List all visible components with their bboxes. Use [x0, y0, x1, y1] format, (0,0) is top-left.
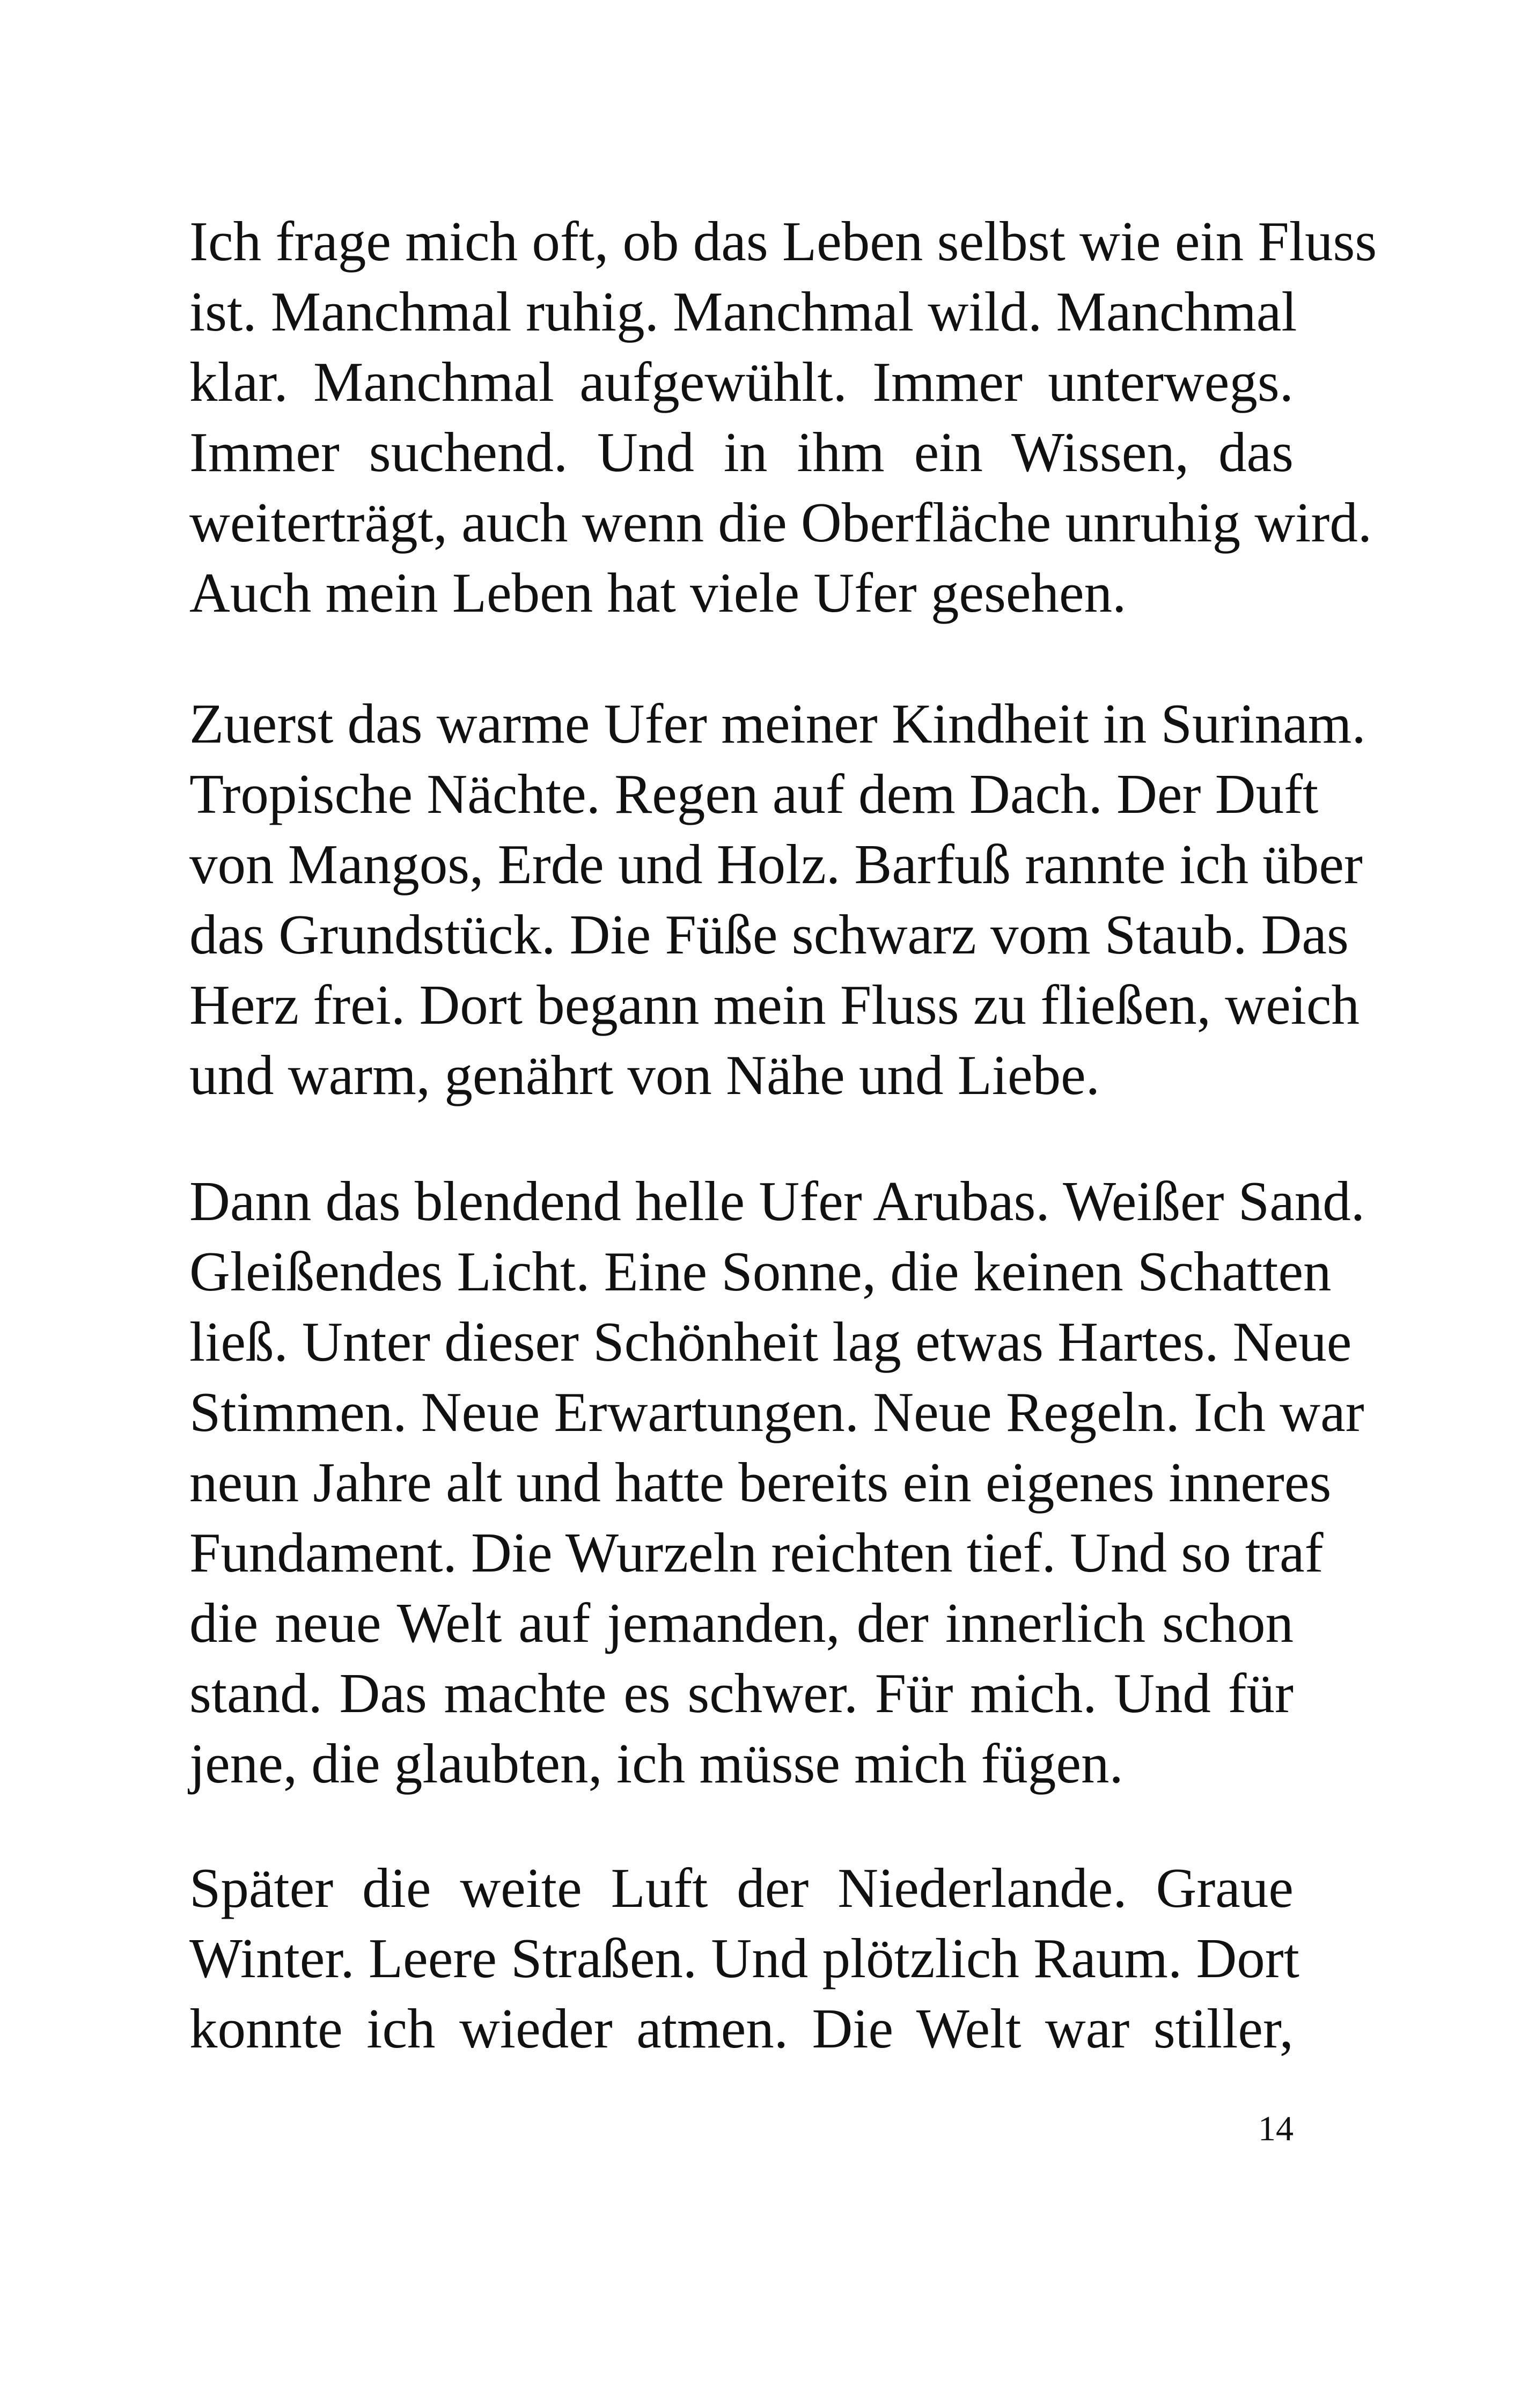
text-line: ließ. Unter dieser Schönheit lag etwas Hartes. Neue	[189, 1310, 1352, 1373]
text-line: ist. Manchmal ruhig. Manchmal wild. Manchmal	[189, 280, 1297, 343]
text-line: Ich frage mich oft, ob das Leben selbst wie ein Fluss	[189, 210, 1377, 273]
paragraph-4	[189, 1853, 1299, 2064]
text-line: Stimmen. Neue Erwartungen. Neue Regeln. Ich war	[189, 1381, 1364, 1443]
text-line: Auch mein Leben hat viele Ufer gesehen.	[189, 561, 1127, 624]
text-line: konnte ich wieder atmen. Die Welt war stiller,	[189, 1997, 1294, 2060]
text-line: Immer suchend. Und in ihm ein Wissen, das	[189, 421, 1294, 483]
paragraph-1	[189, 206, 1377, 628]
text-line: Später die weite Luft der Niederlande. Graue	[189, 1856, 1294, 1919]
text-line: Tropische Nächte. Regen auf dem Dach. Der Duft	[189, 762, 1319, 825]
text-line: Herz frei. Dort begann mein Fluss zu fließen, weich	[189, 973, 1360, 1036]
text-line: stand. Das machte es schwer. Für mich. Und für	[189, 1662, 1294, 1724]
page-number: 14	[1258, 2109, 1294, 2148]
text-line: neun Jahre alt und hatte bereits ein eigenes inneres	[189, 1451, 1332, 1514]
text-line: Gleißendes Licht. Eine Sonne, die keinen Schatten	[189, 1240, 1332, 1303]
text-line: weiterträgt, auch wenn die Oberfläche unruhig wird.	[189, 491, 1372, 554]
text-line: Dann das blendend helle Ufer Arubas. Weißer Sand.	[189, 1170, 1365, 1232]
text-line: Winter. Leere Straßen. Und plötzlich Raum. Dort	[189, 1927, 1299, 1989]
text-line: Fundament. Die Wurzeln reichten tief. Und so traf	[189, 1521, 1324, 1584]
text-line: Zuerst das warme Ufer meiner Kindheit in Surinam.	[189, 692, 1366, 755]
text-line: das Grundstück. Die Füße schwarz vom Staub. Das	[189, 903, 1349, 966]
text-line: die neue Welt auf jemanden, der innerlich schon	[189, 1591, 1294, 1654]
text-line: jene, die glaubten, ich müsse mich fügen.	[189, 1732, 1123, 1795]
text-line: von Mangos, Erde und Holz. Barfuß rannte ich über	[189, 833, 1363, 895]
text-line: klar. Manchmal aufgewühlt. Immer unterwegs.	[189, 350, 1294, 413]
text-line: und warm, genährt von Nähe und Liebe.	[189, 1044, 1100, 1106]
paragraph-2	[189, 688, 1366, 1110]
paragraph-3	[189, 1166, 1365, 1798]
